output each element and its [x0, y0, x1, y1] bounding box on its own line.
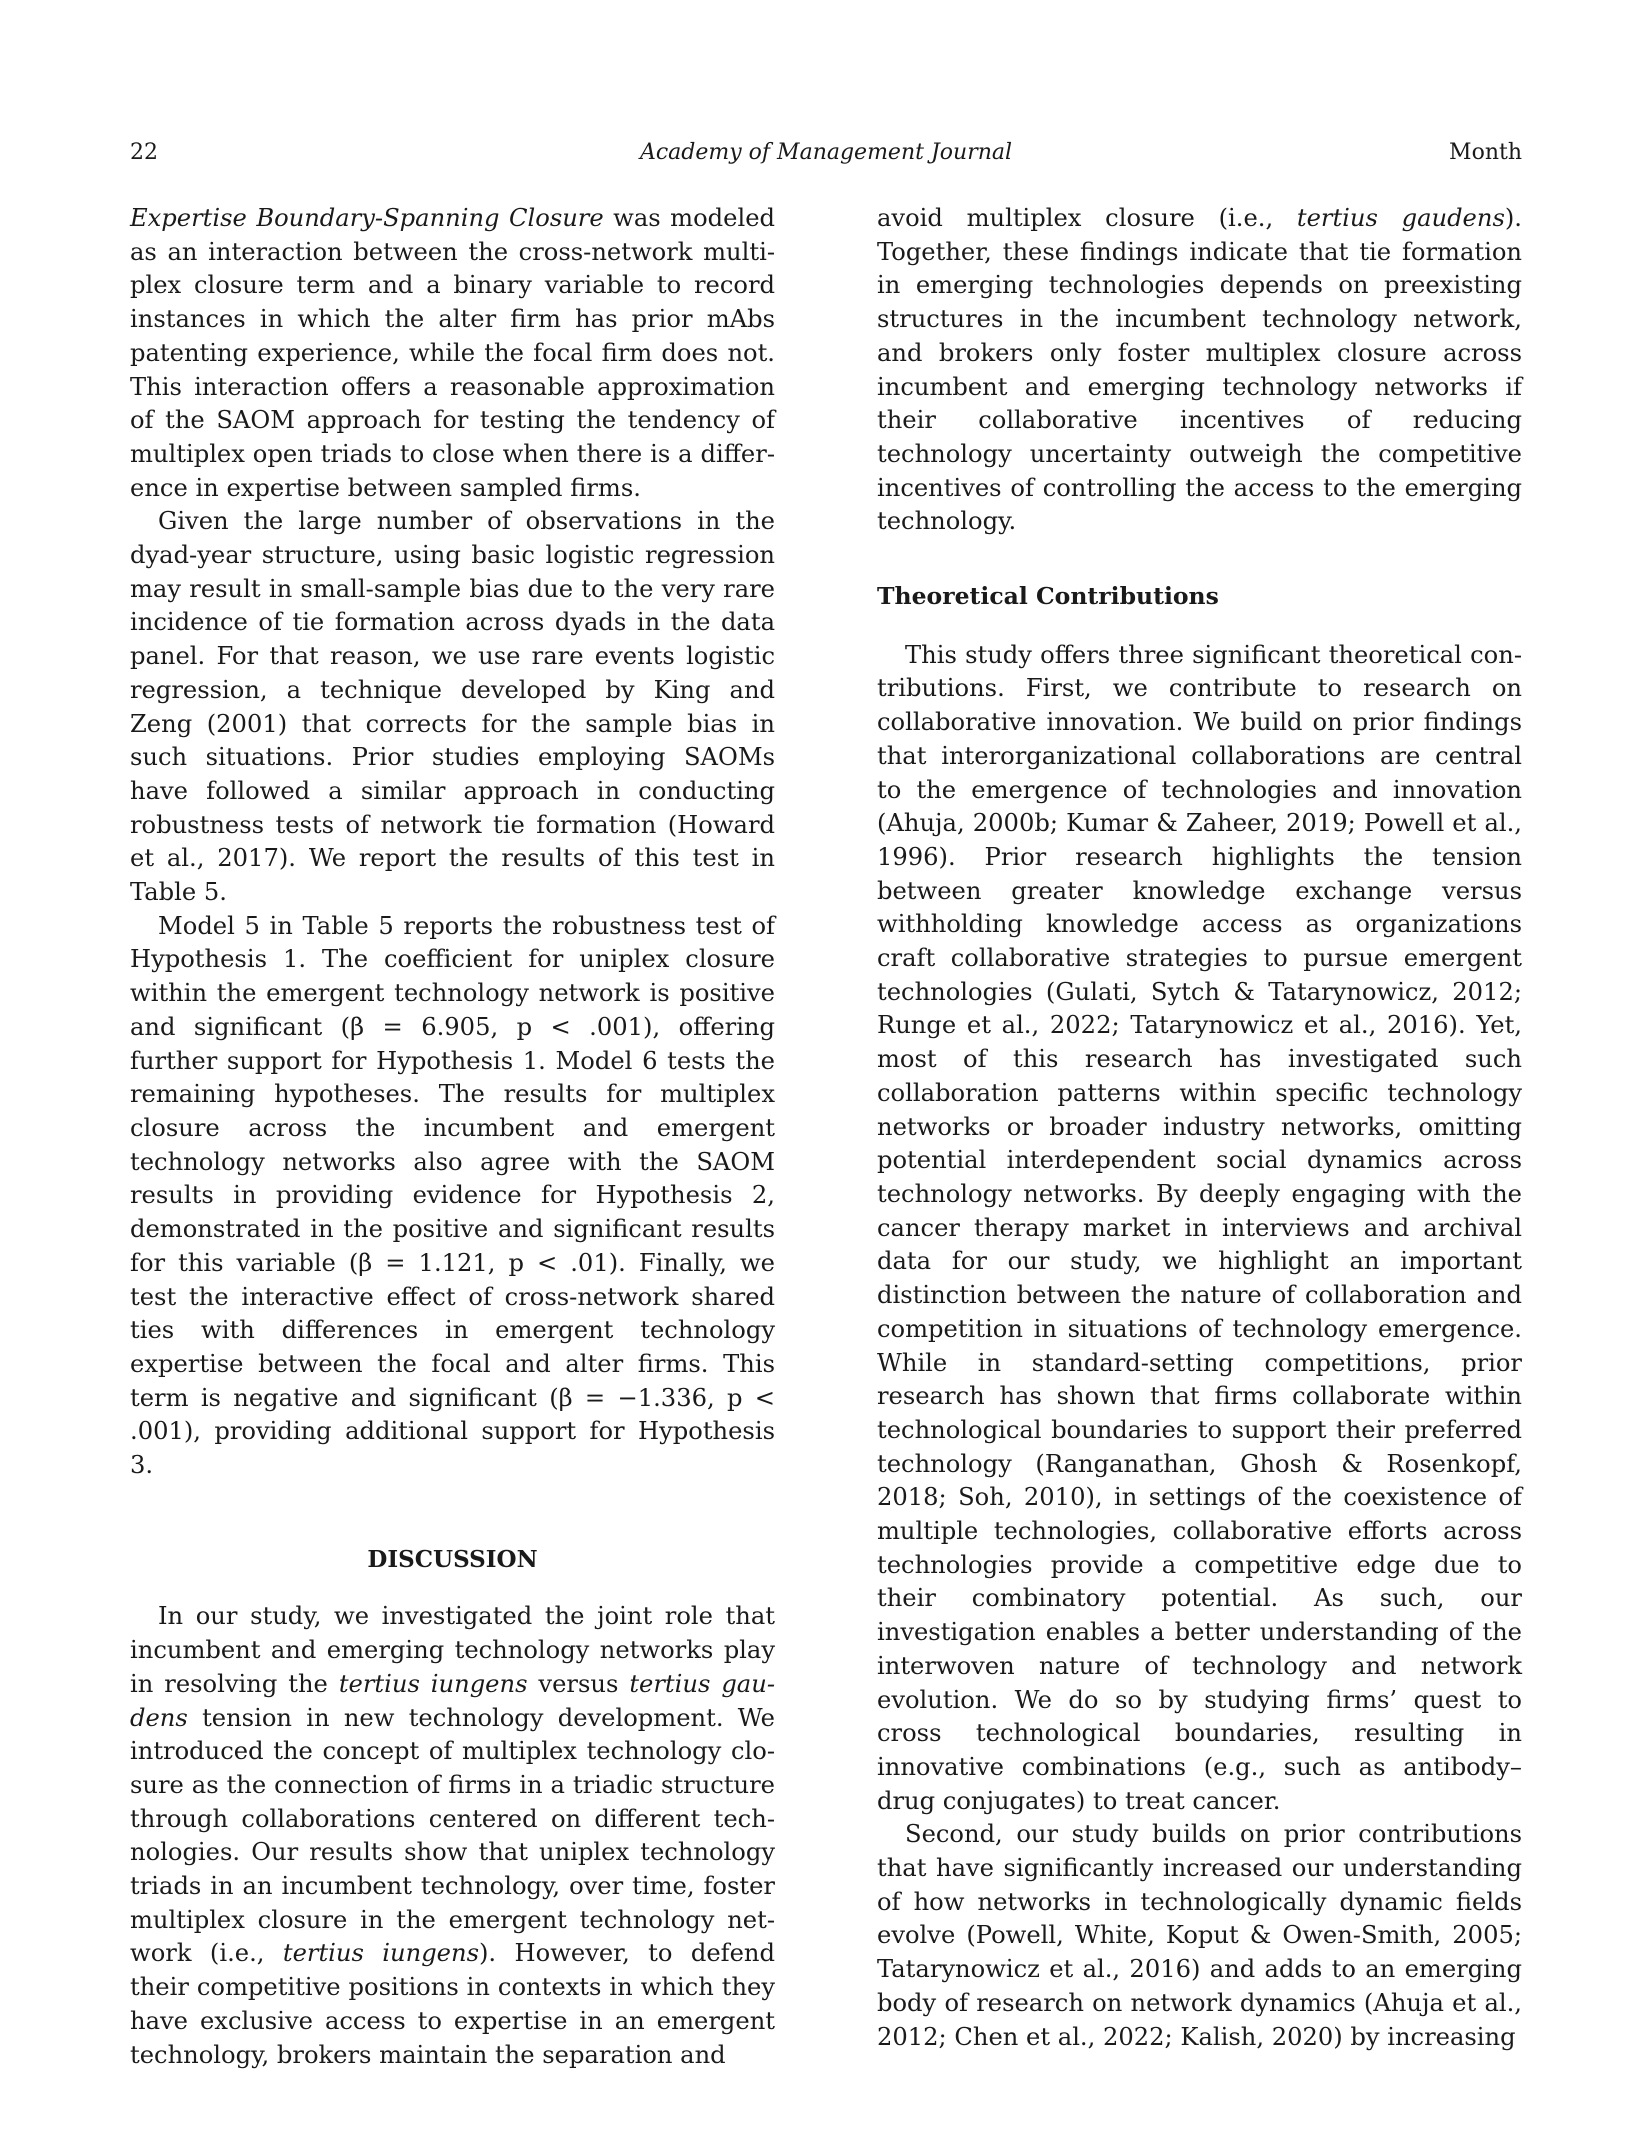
- variable-name: Expertise Boundary-Spanning Closure: [130, 204, 604, 232]
- running-header: [130, 140, 1522, 174]
- paragraph: Given the large number of observations in the dyad-year structure, using basic logistic regression may result in small-sample bias due to the very rare incidence of tie formation across dyads in the data panel. For that reason, we use rare events logistic regression, a technique developed by King and Zeng (2001) that corrects for the sample bias in such situations. Prior studies employing SAOMs have followed a similar approach in conducting robustness tests of network tie formation (Howard et al., 2017). We report the results of this test in Table 5.: [130, 507, 775, 907]
- right-column: [877, 202, 1522, 2054]
- journal-title: Academy of Management Journal: [639, 140, 1013, 165]
- page-number: 22: [130, 140, 158, 165]
- paragraph: Second, our study builds on prior contributions that have significantly increased our understanding of how networks in technologically dynamic fields evolve (Powell, White, Koput & Owen-Smith, 2005; Tatarynowicz et al., 2016) and adds to an emerging body of research on network dynamics (Ahuja et al., 2012; Chen et al., 2022; Kalish, 2020) by increasing: [877, 1820, 1522, 2051]
- paragraph: This study offers three significant theoretical contributions. First, we contribute to research on collaborative innovation. We build on prior findings that interorganizational collaborations are central to the emergence of technologies and innovation (Ahuja, 2000b; Kumar & Zaheer, 2019; Powell et al., 1996). Prior research highlights the tension between greater knowledge exchange versus withholding knowledge access as organizations craft collaborative strategies to pursue emergent technologies (Gulati, Sytch & Tatarynowicz, 2012; Runge et al., 2022; Tatarynowicz et al., 2016). Yet, most of this research has investigated such collaboration patterns within specific technology networks or broader industry networks, omitting potential interdependent social dynamics across technology networks. By deeply engaging with the cancer therapy market in interviews and archival data for our study, we highlight an important distinction between the nature of collaboration and competition in situations of technology emergence. While in standard-setting competitions, prior research has shown that firms collaborate within technological boundaries to support their preferred technology (Ranganathan, Ghosh & Rosenkopf, 2018; Soh, 2010), in settings of the coexistence of multiple technologies, collaborative efforts across technologies provide a competitive edge due to their combinatory potential. As such, our investigation enables a better understanding of the interwoven nature of technology and network evolution. We do so by studying firms’ quest to cross technological boundaries, resulting in innovative combinations (e.g., such as antibody–drug conjugates) to treat cancer.: [877, 640, 1522, 1815]
- paragraph: Expertise Boundary-Spanning Closure was modeled as an interaction between the cross-network multiplex closure term and a binary variable to record instances in which the alter firm has prior mAbs patenting experience, while the focal firm does not. This interaction offers a reasonable approximation of the SAOM approach for testing the tendency of multiplex open triads to close when there is a difference in expertise between sampled firms.: [130, 204, 775, 502]
- paragraph: In our study, we investigated the joint role that incumbent and emerging technology networks play in resolving the tertius iungens versus tertius gaudens tension in new technology development. We introduced the concept of multiplex technology closure as the connection of firms in a triadic structure through collaborations centered on different technologies. Our results show that uniplex technology triads in an incumbent technology, over time, foster multiplex closure in the emergent technology network (i.e., tertius iungens). However, to defend their competitive positions in contexts in which they have exclusive access to expertise in an emergent technology, brokers maintain the separation and: [130, 1602, 775, 2069]
- issue-month: Month: [1449, 140, 1522, 165]
- section-heading-discussion: DISCUSSION: [367, 1545, 538, 1573]
- left-column: [130, 202, 775, 2072]
- paragraph: Model 5 in Table 5 reports the robustness test of Hypothesis 1. The coefficient for uniplex closure within the emergent technology network is positive and significant (β = 6.905, p < .001), offering further support for Hypothesis 1. Model 6 tests the remaining hypotheses. The results for multiplex closure across the incumbent and emergent technology networks also agree with the SAOM results in providing evidence for Hypothesis 2, demonstrated in the positive and significant results for this variable (β = 1.121, p < .01). Finally, we test the interactive effect of cross-network shared ties with differences in emergent technology expertise between the focal and alter firms. This term is negative and significant (β = −1.336, p < .001), providing additional support for Hypothesis 3.: [130, 911, 775, 1480]
- paragraph: avoid multiplex closure (i.e., tertius gaudens). Together, these findings indicate that tie formation in emerging technologies depends on preexisting structures in the incumbent technology network, and brokers only foster multiplex closure across incumbent and emerging technology networks if their collaborative incentives of reducing technology uncertainty outweigh the competitive incentives of controlling the access to the emerging technology.: [877, 204, 1522, 536]
- subsection-heading-theoretical-contributions: Theoretical Contributions: [877, 582, 1219, 611]
